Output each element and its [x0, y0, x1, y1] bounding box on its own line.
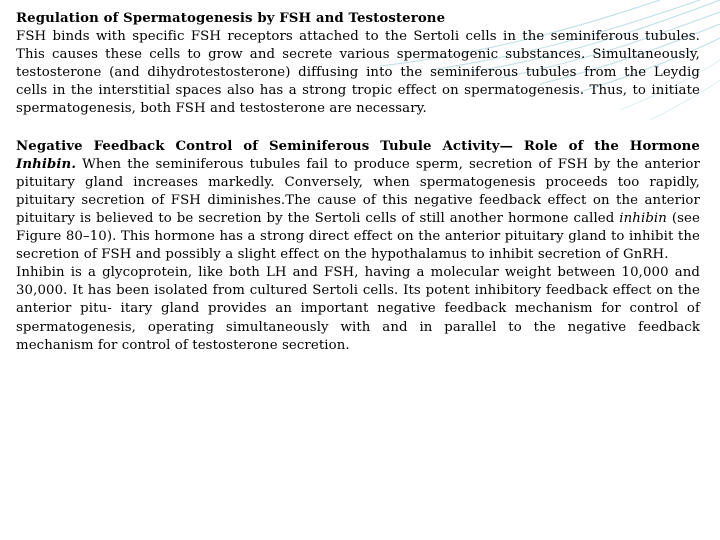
document-body	[16, 10, 700, 355]
feedback-body-a: When the seminiferous tubules fail to produce sperm, secretion of FSH by the anterior pituitary gland increases markedly. Conversely, when spermatogenesis proceeds too rapidly, pituitary secretion of FSH diminishes.The cause of this negative feedback effect on the anterior pituitary is believed to be secretion by the Sertoli cells of still another hormone called	[16, 156, 700, 226]
paragraph-fsh-testosterone: FSH binds with specific FSH receptors attached to the Sertoli cells in the seminiferous tubules. This causes these cells to grow and secrete various spermatogenic substances. Simultaneously, testosterone (and dihydrotestosterone) diffusing into the seminiferous tubules from the Leydig cells in the interstitial spaces also has a strong tropic effect on spermatogenesis. Thus, to initiate spermatogenesis, both FSH and testosterone are necessary.	[16, 29, 700, 117]
section-title: Regulation of Spermatogenesis by FSH and Testosterone	[16, 11, 446, 26]
paragraph-inhibin-glycoprotein: Inhibin is a glycoprotein, like both LH and FSH, having a molecular weight between 10,000 and 30,000. It has been isolated from cultured Sertoli cells. Its potent inhibitory feedback effect on the anterior pitu- itary gland provides an important negative feedback mechanism for control of spermatogenesis, operating simultaneously with and in parallel to the negative feedback mechanism for control of testosterone secretion.	[16, 265, 700, 353]
inhibin-term: inhibin	[619, 210, 667, 226]
paragraph-negative-feedback	[16, 138, 700, 265]
feedback-heading: Negative Feedback Control of Seminiferous Tubule Activity— Role of the Hormone	[16, 138, 700, 154]
feedback-body-b: (see Figure 80–10). This hormone has a strong direct effect on the anterior pituitary gland to inhibit the secretion of FSH and possibly a slight effect on the hypothalamus to inhibit secretion of GnRH.	[16, 210, 700, 263]
feedback-heading-inhibin: Inhibin.	[16, 156, 77, 172]
